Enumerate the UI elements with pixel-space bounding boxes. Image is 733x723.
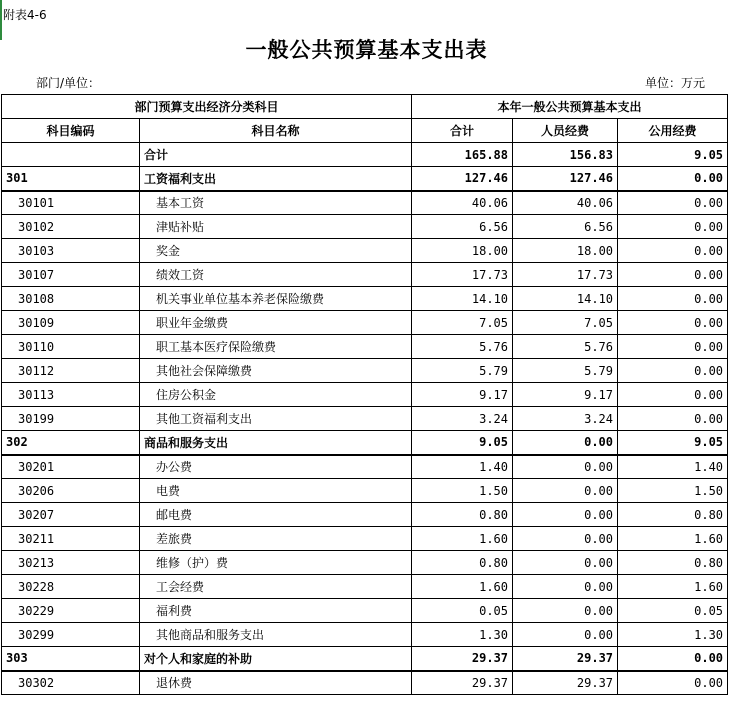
row-code: 301 — [2, 167, 140, 191]
row-public: 0.00 — [618, 383, 728, 407]
row-name: 奖金 — [140, 239, 412, 263]
table-row — [2, 359, 728, 383]
row-personnel: 3.24 — [513, 407, 618, 431]
row-name: 福利费 — [140, 599, 412, 623]
row-total: 29.37 — [412, 671, 513, 695]
row-code: 30206 — [2, 479, 140, 503]
row-name: 其他社会保障缴费 — [140, 359, 412, 383]
row-name: 津贴补贴 — [140, 215, 412, 239]
row-personnel: 29.37 — [513, 647, 618, 671]
row-public: 0.00 — [618, 311, 728, 335]
row-personnel: 127.46 — [513, 167, 618, 191]
row-name: 住房公积金 — [140, 383, 412, 407]
row-public: 0.00 — [618, 287, 728, 311]
row-personnel: 6.56 — [513, 215, 618, 239]
table-row — [2, 407, 728, 431]
row-personnel: 0.00 — [513, 551, 618, 575]
row-code: 30109 — [2, 311, 140, 335]
row-public: 1.30 — [618, 623, 728, 647]
row-total: 1.60 — [412, 575, 513, 599]
header-total: 合计 — [412, 119, 513, 143]
row-total: 9.17 — [412, 383, 513, 407]
row-total: 1.60 — [412, 527, 513, 551]
row-public: 1.50 — [618, 479, 728, 503]
row-name: 基本工资 — [140, 191, 412, 215]
row-total: 9.05 — [412, 431, 513, 455]
row-name: 邮电费 — [140, 503, 412, 527]
row-name: 合计 — [140, 143, 412, 167]
header-public: 公用经费 — [618, 119, 728, 143]
row-public: 0.80 — [618, 503, 728, 527]
row-code: 30103 — [2, 239, 140, 263]
header-group-left: 部门预算支出经济分类科目 — [2, 95, 412, 119]
row-personnel: 5.79 — [513, 359, 618, 383]
row-name: 机关事业单位基本养老保险缴费 — [140, 287, 412, 311]
row-personnel: 156.83 — [513, 143, 618, 167]
row-name: 其他商品和服务支出 — [140, 623, 412, 647]
row-total: 18.00 — [412, 239, 513, 263]
row-public: 0.80 — [618, 551, 728, 575]
row-public: 0.00 — [618, 167, 728, 191]
row-total: 1.50 — [412, 479, 513, 503]
row-total: 3.24 — [412, 407, 513, 431]
row-public: 0.00 — [618, 407, 728, 431]
row-personnel: 29.37 — [513, 671, 618, 695]
row-total: 0.80 — [412, 503, 513, 527]
table-row — [2, 143, 728, 167]
row-public: 9.05 — [618, 143, 728, 167]
row-total: 14.10 — [412, 287, 513, 311]
row-public: 0.00 — [618, 647, 728, 671]
row-code: 303 — [2, 647, 140, 671]
header-code: 科目编码 — [2, 119, 140, 143]
row-total: 5.76 — [412, 335, 513, 359]
row-total: 0.05 — [412, 599, 513, 623]
attachment-label: 附表4-6 — [3, 8, 47, 22]
row-public: 0.00 — [618, 263, 728, 287]
row-name: 绩效工资 — [140, 263, 412, 287]
row-code: 30229 — [2, 599, 140, 623]
unit-label: 单位：万元 — [644, 76, 705, 90]
row-code: 30299 — [2, 623, 140, 647]
row-code: 30207 — [2, 503, 140, 527]
table-row — [2, 647, 728, 671]
row-code: 30302 — [2, 671, 140, 695]
row-personnel: 0.00 — [513, 503, 618, 527]
row-code: 30107 — [2, 263, 140, 287]
row-total: 0.80 — [412, 551, 513, 575]
row-personnel: 5.76 — [513, 335, 618, 359]
table-row — [2, 167, 728, 191]
row-total: 6.56 — [412, 215, 513, 239]
row-code: 30101 — [2, 191, 140, 215]
row-code: 30113 — [2, 383, 140, 407]
row-name: 工会经费 — [140, 575, 412, 599]
row-public: 1.60 — [618, 527, 728, 551]
row-personnel: 0.00 — [513, 575, 618, 599]
table-row — [2, 239, 728, 263]
budget-table — [1, 94, 728, 695]
row-public: 0.00 — [618, 359, 728, 383]
row-total: 5.79 — [412, 359, 513, 383]
page-title: 一般公共预算基本支出表 — [245, 37, 488, 62]
row-personnel: 0.00 — [513, 527, 618, 551]
row-name: 电费 — [140, 479, 412, 503]
table-row — [2, 455, 728, 479]
row-personnel: 14.10 — [513, 287, 618, 311]
row-public: 0.00 — [618, 671, 728, 695]
row-code: 30102 — [2, 215, 140, 239]
row-name: 差旅费 — [140, 527, 412, 551]
row-code: 30199 — [2, 407, 140, 431]
row-public: 0.00 — [618, 215, 728, 239]
row-personnel: 0.00 — [513, 431, 618, 455]
row-total: 1.40 — [412, 455, 513, 479]
row-personnel: 0.00 — [513, 623, 618, 647]
row-name: 职工基本医疗保险缴费 — [140, 335, 412, 359]
table-row — [2, 503, 728, 527]
row-name: 职业年金缴费 — [140, 311, 412, 335]
table-row — [2, 383, 728, 407]
table-row — [2, 215, 728, 239]
row-personnel: 7.05 — [513, 311, 618, 335]
row-public: 1.40 — [618, 455, 728, 479]
row-name: 对个人和家庭的补助 — [140, 647, 412, 671]
row-name: 商品和服务支出 — [140, 431, 412, 455]
table-row — [2, 335, 728, 359]
row-personnel: 0.00 — [513, 479, 618, 503]
row-personnel: 18.00 — [513, 239, 618, 263]
row-total: 1.30 — [412, 623, 513, 647]
row-public: 1.60 — [618, 575, 728, 599]
row-name: 办公费 — [140, 455, 412, 479]
row-name: 维修（护）费 — [140, 551, 412, 575]
row-code: 30228 — [2, 575, 140, 599]
row-total: 7.05 — [412, 311, 513, 335]
header-personnel: 人员经费 — [513, 119, 618, 143]
table-row — [2, 311, 728, 335]
row-code: 302 — [2, 431, 140, 455]
row-total: 127.46 — [412, 167, 513, 191]
row-public: 0.05 — [618, 599, 728, 623]
row-total: 165.88 — [412, 143, 513, 167]
table-row — [2, 263, 728, 287]
row-code: 30110 — [2, 335, 140, 359]
row-public: 0.00 — [618, 239, 728, 263]
department-label: 部门/单位： — [36, 76, 101, 90]
table-row — [2, 551, 728, 575]
table-row — [2, 527, 728, 551]
header-name: 科目名称 — [140, 119, 412, 143]
row-code: 30108 — [2, 287, 140, 311]
row-public: 9.05 — [618, 431, 728, 455]
header-group-right: 本年一般公共预算基本支出 — [412, 95, 728, 119]
row-code: 30211 — [2, 527, 140, 551]
table-row — [2, 575, 728, 599]
row-personnel: 40.06 — [513, 191, 618, 215]
row-public: 0.00 — [618, 335, 728, 359]
table-row — [2, 431, 728, 455]
row-personnel: 17.73 — [513, 263, 618, 287]
row-total: 29.37 — [412, 647, 513, 671]
row-personnel: 0.00 — [513, 599, 618, 623]
table-row — [2, 287, 728, 311]
row-public: 0.00 — [618, 191, 728, 215]
row-total: 17.73 — [412, 263, 513, 287]
row-code — [2, 143, 140, 167]
table-body — [2, 143, 728, 695]
row-name: 工资福利支出 — [140, 167, 412, 191]
row-total: 40.06 — [412, 191, 513, 215]
table-row — [2, 623, 728, 647]
row-personnel: 0.00 — [513, 455, 618, 479]
row-personnel: 9.17 — [513, 383, 618, 407]
row-code: 30201 — [2, 455, 140, 479]
table-row — [2, 191, 728, 215]
table-row — [2, 479, 728, 503]
row-code: 30213 — [2, 551, 140, 575]
table-row — [2, 599, 728, 623]
row-name: 退休费 — [140, 671, 412, 695]
row-name: 其他工资福利支出 — [140, 407, 412, 431]
table-row — [2, 671, 728, 695]
row-code: 30112 — [2, 359, 140, 383]
